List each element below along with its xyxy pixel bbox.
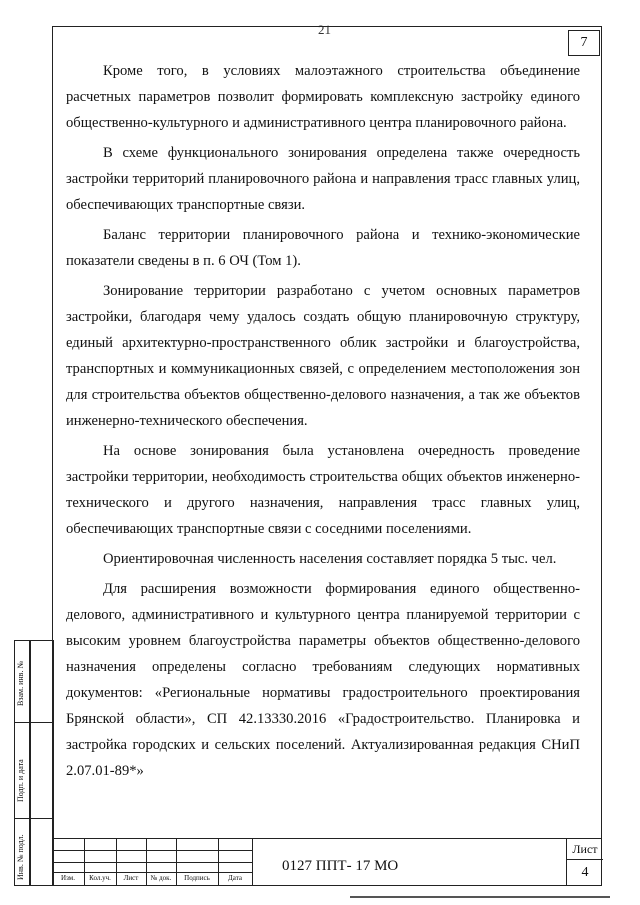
paragraph: Баланс территории планировочного района и технико-экономические показатели сведены в п. 6 ОЧ (Том 1). [66, 227, 580, 269]
paragraph: Ориентировочная численность населения составляет порядка 5 тыс. чел. [103, 551, 557, 567]
column-header-count: Кол.уч. [89, 874, 111, 882]
document-code: 0127 ППТ- 17 МО [282, 858, 399, 874]
paragraph: Зонирование территории разработано с учетом основных параметров застройки, благодаря чему удалось создать общую планировочную структуру, единый архитектурно-пространственного облик застройки и благоустройства, транспортных и коммуникационных связей, с определением местоположения зон для строительства объектов общественно-делового назначения, а так же объектов инженерно-технического обеспечения. [66, 283, 580, 429]
bottom-rule [350, 896, 610, 898]
page-number-top: 21 [318, 22, 331, 37]
side-stamp-value-column [30, 640, 54, 886]
side-label-replacement-inv: Взам. инв. № [16, 660, 25, 706]
column-header-sheet: Лист [123, 874, 139, 882]
sheet-label: Лист [572, 842, 598, 856]
column-header-change: Изм. [61, 874, 75, 882]
sheet-box [566, 838, 603, 886]
document-body [66, 58, 580, 788]
side-label-signature-date: Подп. и дата [16, 759, 25, 802]
side-stamp [14, 640, 54, 886]
column-header-signature: Подпись [184, 874, 210, 882]
paragraph: В схеме функционального зонирования определена также очередность застройки территорий планировочного района и направления трасс главных улиц, обеспечивающих транспортные связи. [66, 145, 580, 213]
sheet-number: 4 [581, 865, 589, 880]
side-label-inv-original: Инв. № подл. [16, 834, 25, 880]
title-block [52, 838, 602, 886]
paragraph: На основе зонирования была установлена очередность проведение застройки территории, необходимость строительства общих объектов инженерно-технического и другого назначения, направления трасс главных улиц, обеспечивающих транспортные связи с соседними поселениями. [66, 443, 580, 537]
corner-number-box: 7 [568, 30, 600, 56]
paragraph: Для расширения возможности формирования единого общественно-делового, административного и культурного центра планируемой территории с высоким уровнем благоустройства параметры объектов общественно-делового назначения определены согласно требованиям следующих нормативных документов: «Региональные нормативы градостроительного проектирования Брянской области», СП 42.13330.2016 «Градостроительство. Планировка и застройка городских и сельских поселений. Актуализированная редакция СНиП 2.07.01-89*» [66, 581, 580, 779]
revision-table [52, 838, 252, 886]
column-header-doc-number: № док. [150, 874, 172, 882]
column-header-date: Дата [228, 874, 242, 882]
paragraph: Кроме того, в условиях малоэтажного строительства объединение расчетных параметров позволит формировать комплексную застройку единого общественно-культурного и административного центра планировочного района. [66, 63, 580, 131]
